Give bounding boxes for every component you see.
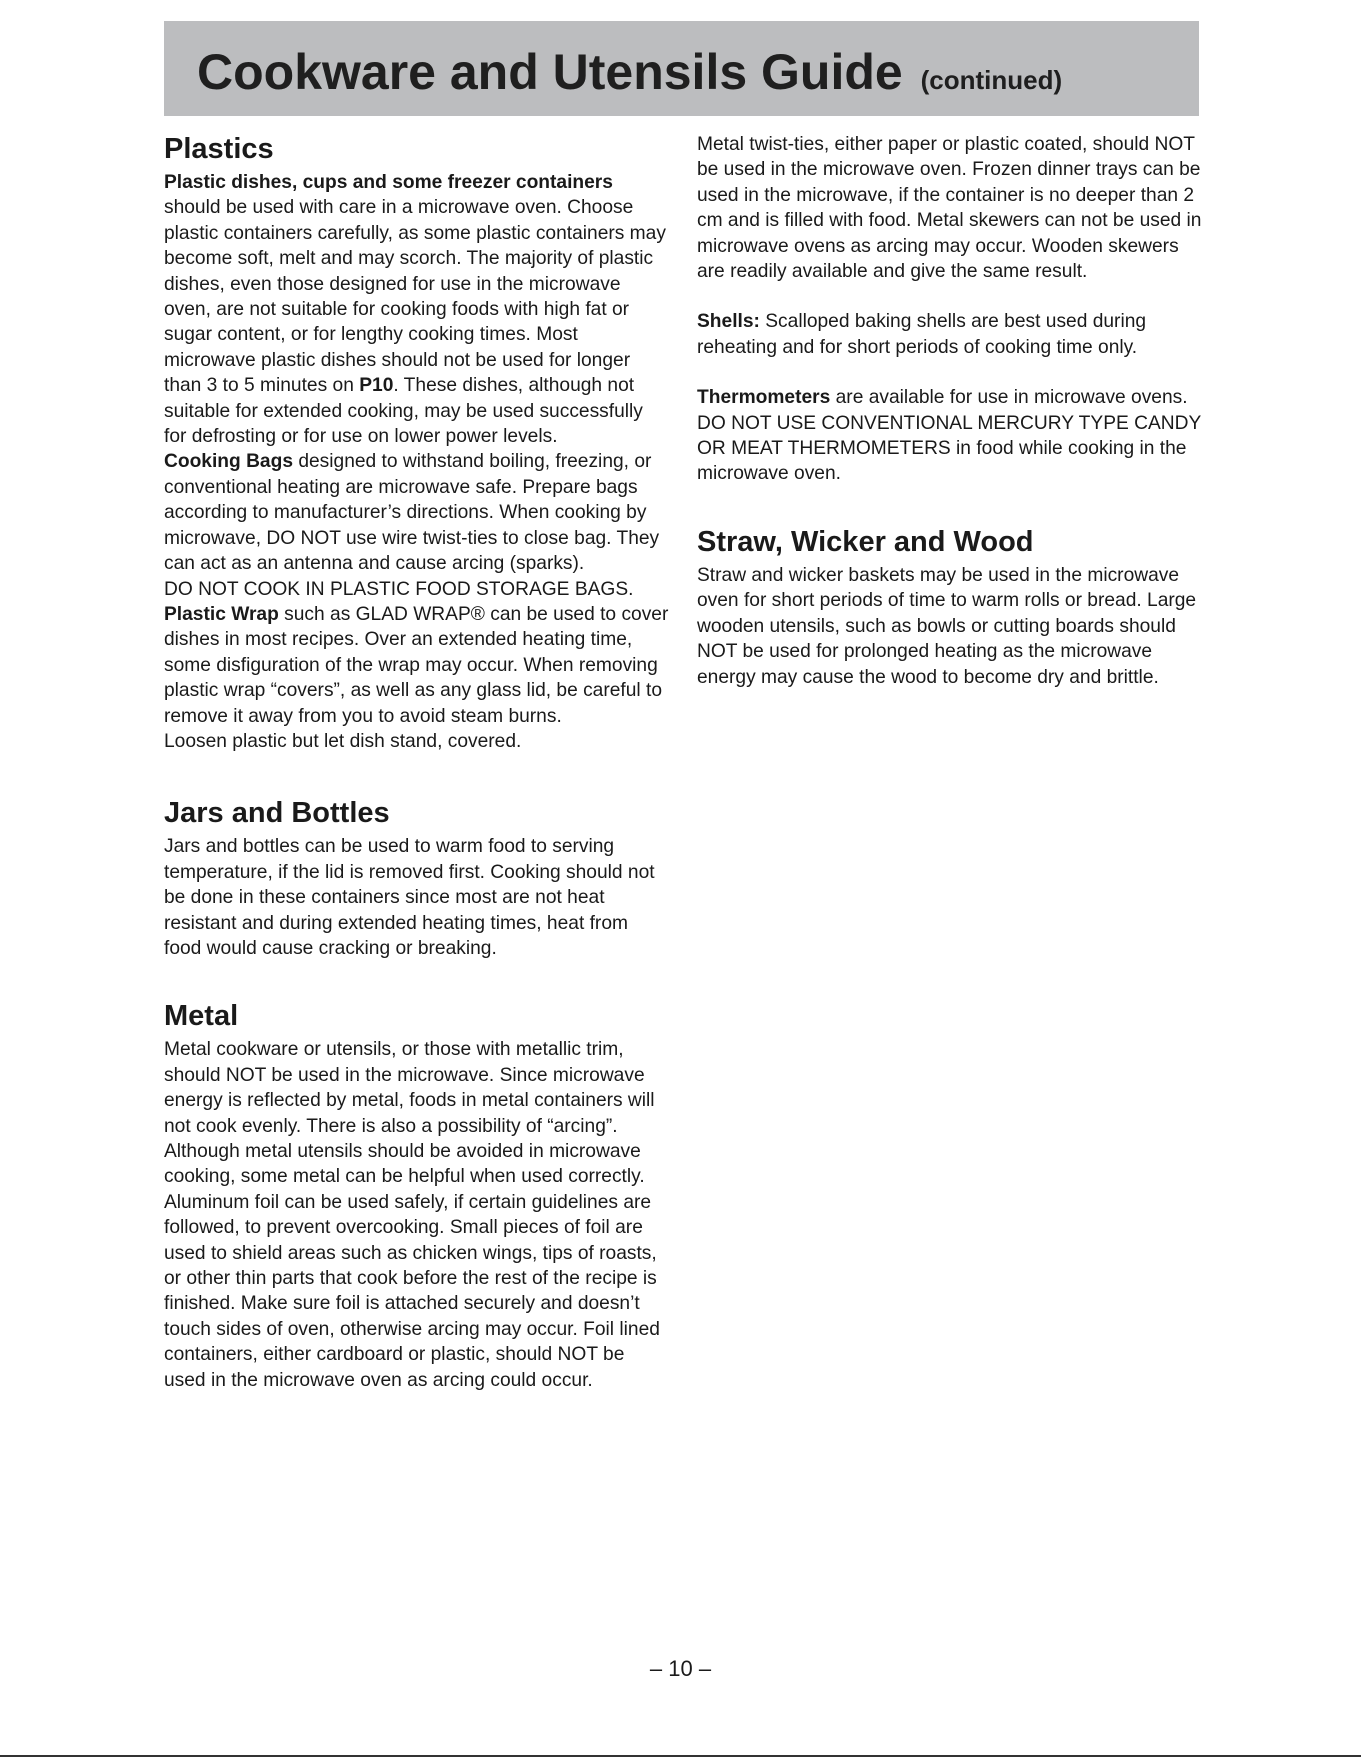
metal-paragraph-1: Metal cookware or utensils, or those with metallic trim, should NOT be used in the microwave. Since microwave energy is reflected by metal, foods in metal containers will not cook evenly. There is also a possibility of “arcing”.: [164, 1039, 655, 1137]
plastics-heading: Plastics: [164, 133, 274, 165]
left-column: [164, 132, 670, 1393]
plastics-section: [164, 132, 670, 754]
plastic-wrap-term: Plastic Wrap: [164, 603, 279, 625]
p10-text: . These dishes, although not suitable for extended cooking, may be used successfully for defrosting or for use on lower power levels.: [164, 375, 643, 448]
bottom-rule: [0, 1755, 1361, 1757]
straw-section: [697, 525, 1207, 690]
p10-term: P10: [359, 375, 394, 397]
shells-term: Shells:: [697, 311, 760, 333]
thermometers-text: are available for use in microwave ovens. DO NOT USE CONVENTIONAL MERCURY TYPE CANDY OR MEAT THERMOMETERS in food while cooking in the microwave oven.: [697, 387, 1201, 485]
cooking-bags-paragraph: [164, 449, 670, 576]
plastic-dishes-paragraph: [164, 170, 670, 449]
plastic-wrap-text: such as GLAD WRAP® can be used to cover dishes in most recipes. Over an extended heating time, some disfiguration of the wrap may occur. When removing plastic wrap “covers”, as well as any glass lid, be careful to remove it away from you to avoid steam burns.: [164, 603, 669, 727]
section-spacer: [697, 487, 1207, 525]
jars-heading: Jars and Bottles: [164, 797, 390, 830]
plastic-dishes-term: Plastic dishes, cups and some freezer containers: [164, 172, 613, 193]
metal-paragraph-2: Although metal utensils should be avoided in microwave cooking, some metal can be helpful when used correctly.: [164, 1141, 645, 1188]
plastic-wrap-paragraph: [164, 602, 670, 729]
page-title-suffix: (continued): [920, 65, 1063, 95]
jars-section: [164, 796, 670, 961]
loosen-plastic-note: Loosen plastic but let dish stand, covered.: [164, 730, 522, 752]
page-title: [197, 44, 1063, 100]
metal-heading: Metal: [164, 1000, 239, 1033]
cooking-bags-term: Cooking Bags: [164, 451, 293, 473]
paragraph-spacer: [697, 360, 1207, 385]
cooking-bags-text: designed to withstand boiling, freezing, or conventional heating are microwave safe. Prepare bags according to manufacturer’s directions. When cooking by microwave, DO NOT use wire twist-ties to close bag. They can act as an antenna and cause arcing (sparks).: [164, 451, 660, 575]
straw-paragraph: Straw and wicker baskets may be used in the microwave oven for short periods of time to warm rolls or bread. Large wooden utensils, such as bowls or cutting boards should NOT be used for prolonged heating as the microwave energy may cause the wood to become dry and brittle.: [697, 564, 1197, 688]
section-spacer: [164, 961, 670, 999]
storage-bags-warning: DO NOT COOK IN PLASTIC FOOD STORAGE BAGS.: [164, 578, 634, 600]
twist-ties-paragraph: Metal twist-ties, either paper or plastic coated, should NOT be used in the microwave oven. Frozen dinner trays can be used in the microwave, if the container is no deeper than 2 cm and is filled with food. Metal skewers can not be used in microwave ovens as arcing may occur. Wooden skewers are readily available and give the same result.: [697, 134, 1202, 283]
metal-paragraph-3: Aluminum foil can be used safely, if certain guidelines are followed, to prevent overcooking. Small pieces of foil are used to shield areas such as chicken wings, tips of roasts, or other thin parts that cook before the rest of the recipe is finished. Make sure foil is attached securely and doesn’t touch sides of oven, otherwise arcing may occur. Foil lined containers, either cardboard or plastic, should NOT be used in the microwave oven as arcing could occur.: [164, 1191, 660, 1391]
header-bar: [164, 21, 1199, 116]
thermometers-paragraph: [697, 385, 1207, 487]
page-number: – 10 –: [649, 1656, 712, 1681]
paragraph-spacer: [697, 284, 1207, 309]
shells-paragraph: [697, 309, 1207, 360]
plastic-dishes-text: should be used with care in a microwave oven. Choose plastic containers carefully, as some plastic containers may become soft, melt and may scorch. The majority of plastic dishes, even those designed for use in the microwave oven, are not suitable for cooking foods with high fat or sugar content, or for lengthy cooking times. Most microwave plastic dishes should not be used for longer than 3 to 5 minutes on: [164, 197, 666, 397]
page-title-text: Cookware and Utensils Guide: [197, 44, 903, 100]
jars-paragraph: Jars and bottles can be used to warm food to serving temperature, if the lid is removed first. Cooking should not be done in these containers since most are not heat resistant and during extended heating times, heat from food would cause cracking or breaking.: [164, 836, 655, 959]
thermometers-term: Thermometers: [697, 387, 831, 409]
section-spacer: [164, 754, 670, 796]
straw-heading: Straw, Wicker and Wood: [697, 525, 1034, 558]
right-column: [697, 132, 1207, 690]
shells-text: Scalloped baking shells are best used during reheating and for short periods of cooking time only.: [697, 311, 1147, 358]
metal-section: [164, 999, 670, 1393]
